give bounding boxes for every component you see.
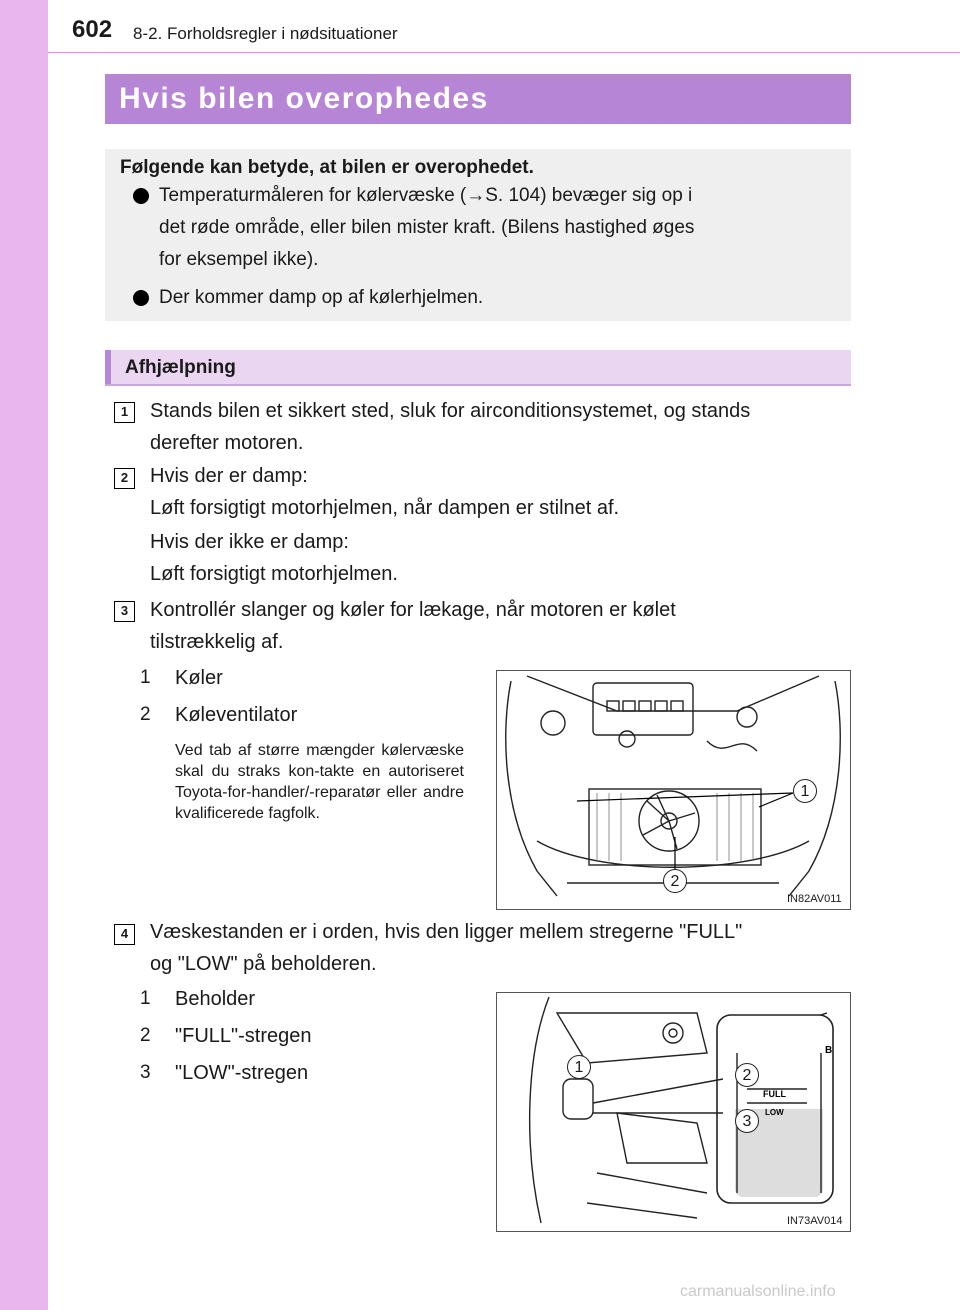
bullet-icon bbox=[133, 188, 149, 204]
item-label-koleventilator: Køleventilator bbox=[175, 704, 298, 726]
bullet-icon bbox=[133, 290, 149, 306]
item-number: 3 bbox=[140, 1062, 151, 1083]
callout-2: 2 bbox=[735, 1063, 759, 1087]
step-3-text: Kontrollér slanger og køler for lækage, når motoren er kølet tilstrækkelig af. bbox=[150, 599, 676, 653]
page-title: Hvis bilen overophedes bbox=[105, 74, 851, 124]
step-1-text: Stands bilen et sikkert sted, sluk for airconditionsystemet, og stands derefter motoren. bbox=[150, 400, 751, 454]
figure-code: IN73AV014 bbox=[787, 1215, 843, 1227]
step-number-4: 4 bbox=[114, 924, 135, 945]
side-tab bbox=[0, 0, 48, 1310]
step-2-text-alt: Hvis der ikke er damp: Løft forsigtigt motorhjelmen. bbox=[150, 531, 398, 585]
callout-3: 3 bbox=[735, 1109, 759, 1133]
item-label-full: "FULL"-stregen bbox=[175, 1025, 312, 1047]
watermark: carmanualsonline.info bbox=[680, 1283, 836, 1300]
item-label-beholder: Beholder bbox=[175, 988, 256, 1010]
tank-label-b: B bbox=[825, 1045, 833, 1056]
info-bullet-2: Der kommer damp op af kølerhjelmen. bbox=[159, 287, 484, 308]
item-label-low: "LOW"-stregen bbox=[175, 1062, 309, 1084]
info-heading: Følgende kan betyde, at bilen er overophedet. bbox=[120, 157, 534, 178]
item-number: 1 bbox=[140, 988, 151, 1009]
reservoir-figure bbox=[496, 992, 851, 1232]
page-number: 602 bbox=[72, 16, 113, 43]
warning-note: Ved tab af større mængder kølervæske skal du straks kon-takte en autoriseret Toyota-for-handler/-reparatør eller andre kvalificerede fagfolk. bbox=[175, 742, 464, 822]
section-title: 8-2. Forholdsregler i nødsituationer bbox=[133, 24, 398, 43]
tank-label-full: FULL bbox=[763, 1089, 786, 1099]
callout-1: 1 bbox=[793, 779, 817, 803]
item-number: 2 bbox=[140, 704, 151, 725]
item-number: 1 bbox=[140, 667, 151, 688]
callout-1: 1 bbox=[567, 1055, 591, 1079]
figure-code: IN82AV011 bbox=[787, 893, 842, 905]
step-number-1: 1 bbox=[114, 402, 135, 423]
step-2-text: Hvis der er damp: Løft forsigtigt motorhjelmen, når dampen er stilnet af. bbox=[150, 465, 620, 519]
item-label-koler: Køler bbox=[175, 667, 223, 689]
header-rule bbox=[48, 52, 960, 53]
step-number-2: 2 bbox=[114, 468, 135, 489]
callout-2: 2 bbox=[663, 869, 687, 893]
step-4-text: Væskestanden er i orden, hvis den ligger mellem stregerne "FULL" og "LOW" på beholderen. bbox=[150, 921, 743, 975]
item-number: 2 bbox=[140, 1025, 151, 1046]
subsection-rule bbox=[105, 384, 851, 386]
radiator-figure bbox=[496, 670, 851, 910]
info-bullet-1: Temperaturmåleren for kølervæske (→S. 104) bevæger sig op i det røde område, eller bilen mister kraft. (Bilens hastighed øges for eksempel ikke). bbox=[159, 185, 695, 270]
step-number-3: 3 bbox=[114, 601, 135, 622]
subsection-heading: Afhjælpning bbox=[105, 350, 851, 384]
reservoir-illustration bbox=[497, 993, 849, 1230]
tank-label-low: LOW bbox=[765, 1108, 784, 1117]
